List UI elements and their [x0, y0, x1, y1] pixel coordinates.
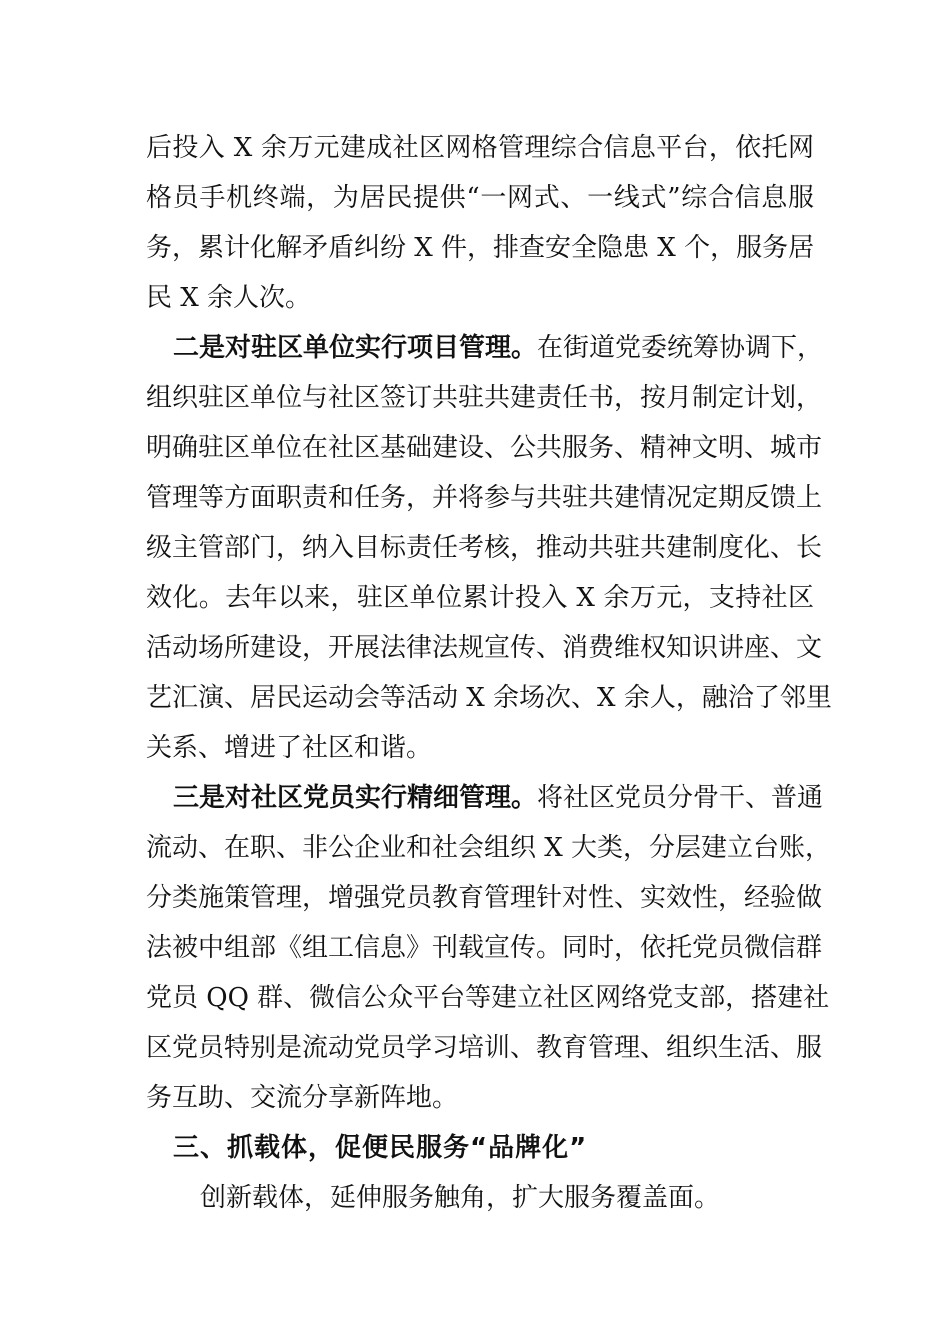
paragraph-1-line-3: 务，累计化解矛盾纠纷 X 件，排查安全隐患 X 个，服务居	[146, 233, 815, 263]
paragraph-3-line-5: 党员 QQ 群、微信公众平台等建立社区网络党支部，搭建社	[146, 983, 830, 1013]
paragraph-3-line-1	[173, 773, 824, 823]
paragraph-1-line-2: 格员手机终端，为居民提供“一网式、一线式”综合信息服	[146, 183, 814, 213]
paragraph-2-line-9: 关系、增进了社区和谐。	[146, 733, 433, 763]
paragraph-3-first-rest: 将社区党员分骨干、普通	[537, 783, 824, 813]
paragraph-2-line-2: 组织驻区单位与社区签订共驻共建责任书，按月制定计划，	[146, 383, 823, 413]
paragraph-3-line-3: 分类施策管理，增强党员教育管理针对性、实效性，经验做	[146, 883, 823, 913]
paragraph-2-line-8: 艺汇演、居民运动会等活动 X 余场次、X 余人，融洽了邻里	[146, 683, 832, 713]
paragraph-2-line-5: 级主管部门，纳入目标责任考核，推动共驻共建制度化、长	[146, 533, 823, 563]
paragraph-4-line-1: 创新载体，延伸服务触角，扩大服务覆盖面。	[200, 1183, 721, 1213]
paragraph-2-line-7: 活动场所建设，开展法律法规宣传、消费维权知识讲座、文	[146, 633, 823, 663]
paragraph-2-line-3: 明确驻区单位在社区基础建设、公共服务、精神文明、城市	[146, 433, 823, 463]
paragraph-2-line-1	[173, 323, 824, 373]
paragraph-2-line-6: 效化。去年以来，驻区单位累计投入 X 余万元，支持社区	[146, 583, 814, 613]
paragraph-1-line-1: 后投入 X 余万元建成社区网格管理综合信息平台，依托网	[146, 133, 814, 163]
paragraph-3-line-7: 务互助、交流分享新阵地。	[146, 1083, 459, 1113]
paragraph-2-first-rest: 在街道党委统筹协调下，	[537, 333, 824, 363]
paragraph-3-line-2: 流动、在职、非公企业和社会组织 X 大类，分层建立台账，	[146, 833, 832, 863]
paragraph-3-lead: 三是对社区党员实行精细管理。	[173, 783, 538, 813]
paragraph-3-line-6: 区党员特别是流动党员学习培训、教育管理、组织生活、服	[146, 1033, 823, 1063]
paragraph-2-lead: 二是对驻区单位实行项目管理。	[173, 333, 538, 363]
section-heading: 三、抓载体，促便民服务“品牌化”	[173, 1133, 588, 1163]
paragraph-1-line-4: 民 X 余人次。	[146, 283, 312, 313]
paragraph-2-line-4: 管理等方面职责和任务，并将参与共驻共建情况定期反馈上	[146, 483, 823, 513]
paragraph-3-line-4: 法被中组部《组工信息》刊载宣传。同时，依托党员微信群	[146, 933, 823, 963]
